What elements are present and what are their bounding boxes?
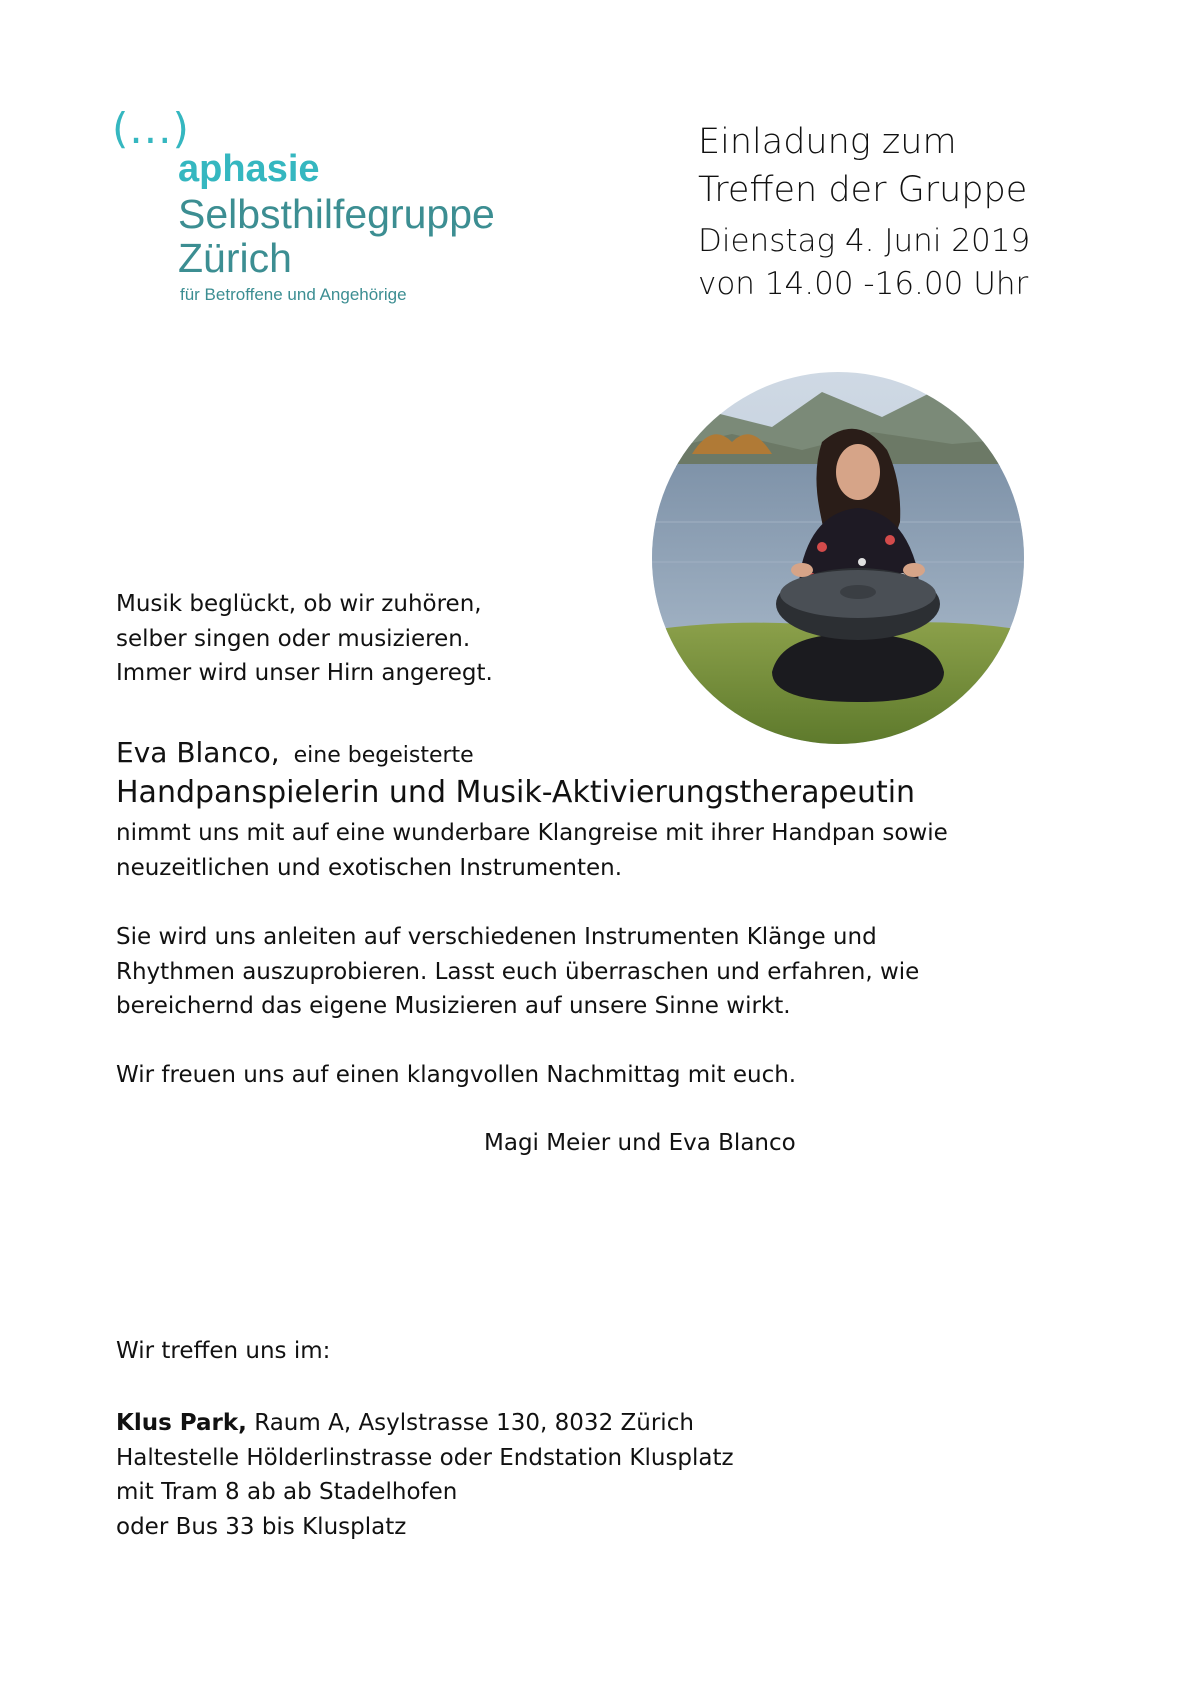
activity-line: Rhythmen auszuprobieren. Lasst euch überraschen und erfahren, wie: [116, 958, 920, 985]
artist-heading: [116, 736, 474, 774]
invitation-title: Einladung zum: [698, 122, 957, 162]
logo-line-selbsthilfegruppe: Selbsthilfegruppe: [178, 191, 495, 237]
activity-paragraph: [116, 920, 919, 1024]
signature: Magi Meier und Eva Blanco: [484, 1130, 796, 1156]
venue-line: [116, 1406, 734, 1441]
intro-line: selber singen oder musizieren.: [116, 625, 471, 652]
event-date: Dienstag 4. Juni 2019: [698, 223, 1031, 259]
invitation-subtitle: Treffen der Gruppe: [698, 170, 1028, 210]
logo-mark: (...): [112, 104, 190, 153]
logo-name: aphasie: [178, 148, 320, 190]
venue-address: Raum A, Asylstrasse 130, 8032 Zürich: [246, 1410, 694, 1436]
handpan-player-photo: [652, 372, 1024, 744]
meeting-intro: Wir treffen uns im:: [116, 1338, 331, 1364]
event-time: von 14.00 -16.00 Uhr: [698, 266, 1029, 302]
logo-line-zurich: Zürich: [178, 235, 292, 281]
artist-descriptor: eine begeisterte: [293, 743, 474, 768]
venue-name: Klus Park,: [116, 1410, 247, 1436]
artist-description: [116, 816, 948, 885]
activity-line: bereichernd das eigene Musizieren auf unsere Sinne wirkt.: [116, 993, 791, 1019]
intro-line: Immer wird unser Hirn angeregt.: [116, 660, 493, 686]
intro-paragraph: [116, 587, 493, 691]
artist-description-line: neuzeitlichen und exotischen Instrumenten.: [116, 854, 622, 881]
meeting-venue: [116, 1406, 734, 1544]
closing-sentence: Wir freuen uns auf einen klangvollen Nachmittag mit euch.: [116, 1062, 797, 1088]
artist-role: Handpanspielerin und Musik-Aktivierungstherapeutin: [116, 775, 916, 810]
artist-description-line: nimmt uns mit auf eine wunderbare Klangreise mit ihrer Handpan sowie: [116, 820, 948, 846]
artist-name: Eva Blanco,: [116, 736, 280, 769]
transit-line: Haltestelle Hölderlinstrasse oder Endstation Klusplatz: [116, 1444, 734, 1471]
transit-line: oder Bus 33 bis Klusplatz: [116, 1513, 407, 1540]
logo-subtitle: für Betroffene und Angehörige: [180, 285, 407, 304]
transit-line: mit Tram 8 ab ab Stadelhofen: [116, 1479, 458, 1505]
activity-line: Sie wird uns anleiten auf verschiedenen Instrumenten Klänge und: [116, 924, 877, 950]
intro-line: Musik beglückt, ob wir zuhören,: [116, 591, 482, 617]
